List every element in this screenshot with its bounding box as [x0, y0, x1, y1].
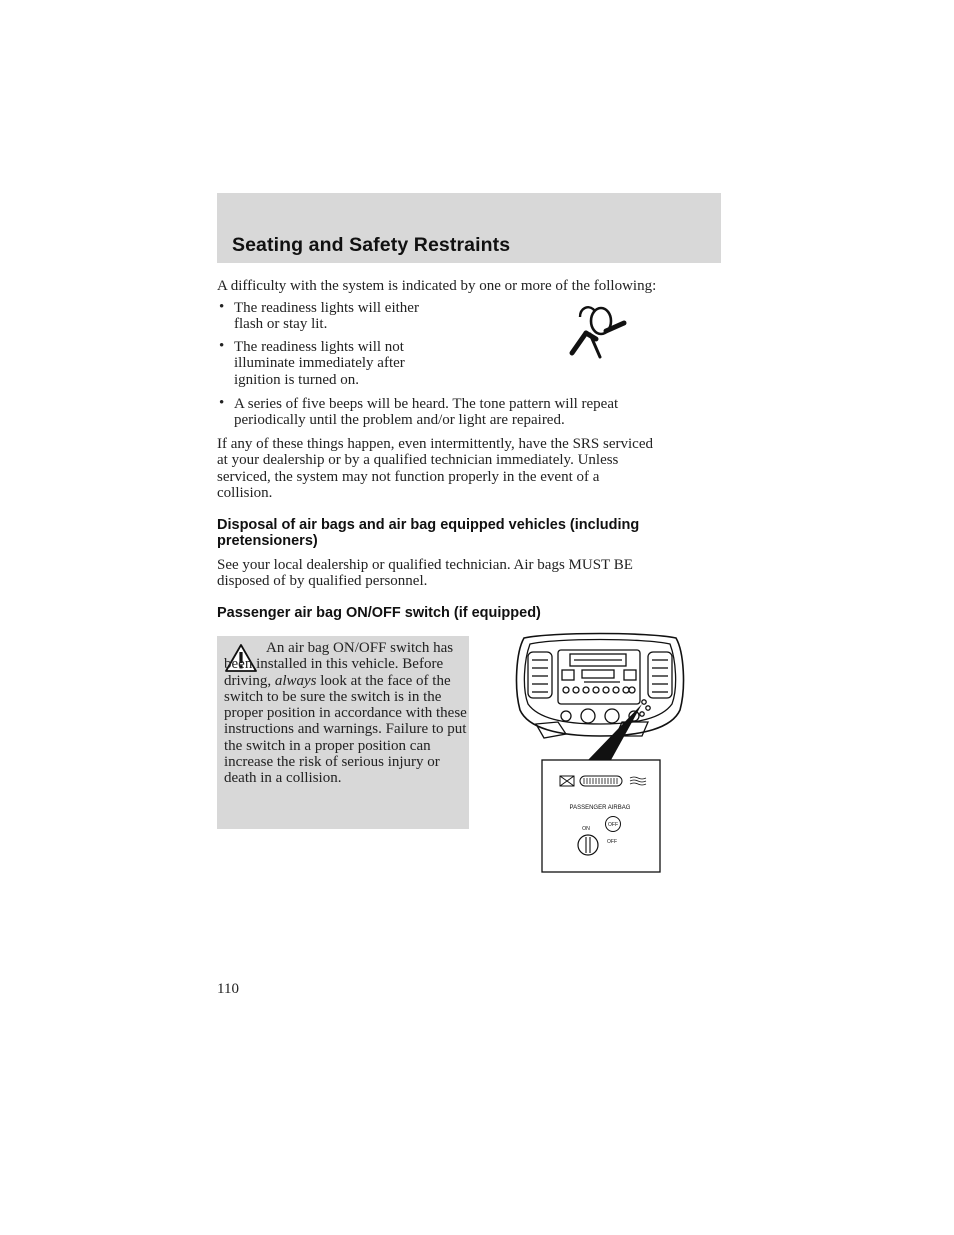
switch-on-label: ON [582, 826, 590, 832]
bullet-item-3: A series of five beeps will be heard. The tone pattern will repeat periodically until the problem and/or light are repaired. [234, 396, 619, 429]
bullet-item-2: The readiness lights will not illuminate immediately after ignition is turned on. [234, 339, 405, 388]
airbag-switch-panel [542, 760, 660, 872]
section-header-bar [217, 193, 721, 263]
intro-text: A difficulty with the system is indicated by one or more of the following: [217, 278, 657, 294]
srs-service-paragraph: If any of these things happen, even intermittently, have the SRS serviced at your dealership or by a qualified technician immediately. Unless serviced, the system may not function properly in the event of a collision. [217, 436, 653, 501]
page-number: 110 [217, 981, 239, 997]
bullet-marker: • [219, 395, 225, 411]
switch-heading: Passenger air bag ON/OFF switch (if equipped) [217, 605, 541, 621]
disposal-heading: Disposal of air bags and air bag equipped vehicles (including pretensioners) [217, 517, 640, 549]
airbag-warning-light-icon [566, 303, 634, 363]
bullet-item-1: The readiness lights will either flash or stay lit. [234, 300, 419, 333]
switch-off-label: OFF [607, 839, 617, 845]
off-indicator-label: OFF [608, 822, 618, 828]
bullet-marker: • [219, 299, 225, 315]
dashboard-center-stack-illustration [517, 634, 684, 739]
warning-text: An air bag ON/OFF switch has been installed in this vehicle. Before driving, always look at the face of the switch to be sure the switch is in the proper position in accordance with these instructions and warnings. Failure to put the switch in a proper position can increase the risk of serious injury or death in a collision. [224, 640, 467, 787]
disposal-paragraph: See your local dealership or qualified technician. Air bags MUST BE disposed of by qualified personnel. [217, 557, 633, 590]
passenger-airbag-label: PASSENGER AIRBAG [569, 805, 631, 811]
section-title: Seating and Safety Restraints [232, 234, 511, 256]
callout-pointer [588, 704, 642, 760]
passenger-airbag-switch-diagram [512, 632, 688, 876]
bullet-marker: • [219, 338, 225, 354]
key-switch [578, 835, 598, 855]
warning-box [217, 636, 469, 829]
